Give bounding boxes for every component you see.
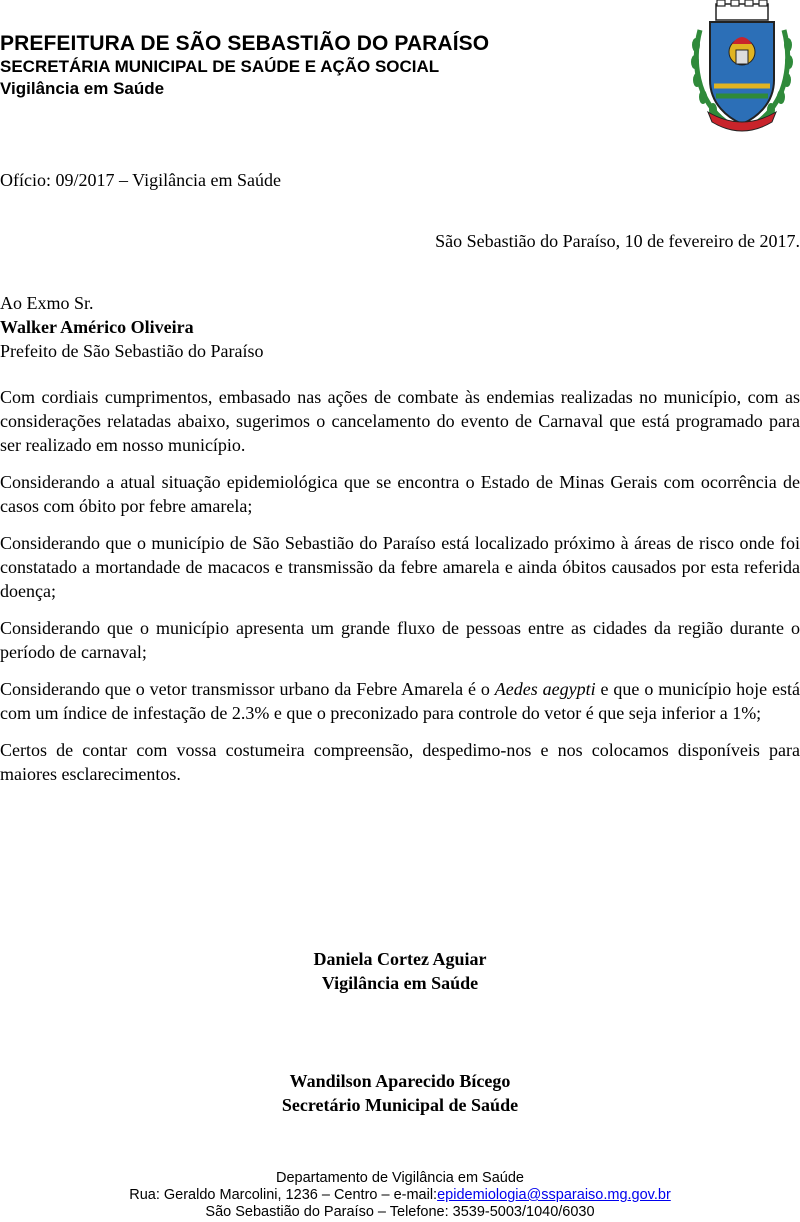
footer-department: Departamento de Vigilância em Saúde (275, 1170, 524, 1186)
body-paragraph: Considerando que o município de São Sebastião do Paraíso está localizado próximo à áreas de risco onde foi constatado a mortandade de macacos e transmissão da febre amarela e ainda óbitos causados por esta referida doença; (0, 533, 800, 601)
body-paragraph (0, 677, 800, 725)
signature-block (0, 1069, 800, 1117)
signatory-name: Daniela Cortez Aguiar (313, 949, 487, 969)
letterhead-department: Vigilância em Saúde (0, 79, 165, 98)
oficio-reference: Ofício: 09/2017 – Vigilância em Saúde (0, 170, 282, 190)
coat-of-arms-icon (686, 0, 798, 132)
body-paragraph: Com cordiais cumprimentos, embasado nas ações de combate às endemias realizadas no município, com as considerações relatadas abaixo, sugerimos o cancelamento do evento de Carnaval que está programado para ser realizado em nosso município. (0, 387, 800, 455)
paragraph-text: e que o município hoje está com um índice de infestação de 2.3% e que o preconizado para controle do vetor é que seja inferior a 1%; (0, 679, 800, 723)
footer-address (0, 1187, 800, 1204)
addressee-title: Prefeito de São Sebastião do Paraíso (0, 341, 264, 361)
paragraph-text: Considerando que o vetor transmissor urbano da Febre Amarela é o (0, 679, 495, 699)
signature-block (0, 947, 800, 995)
closing-paragraph: Certos de contar com vossa costumeira compreensão, despedimo-nos e nos colocamos disponíveis para maiores esclarecimentos. (0, 740, 800, 784)
species-name: Aedes aegypti (494, 679, 596, 699)
letter-body (0, 385, 800, 799)
signatory-role: Secretário Municipal de Saúde (281, 1095, 519, 1115)
addressee-salutation: Ao Exmo Sr. (0, 293, 94, 313)
body-paragraph: Considerando que o município apresenta um grande fluxo de pessoas entre as cidades da região durante o período de carnaval; (0, 618, 800, 662)
addressee-block (0, 291, 263, 363)
signatory-name: Wandilson Aparecido Bícego (289, 1071, 511, 1091)
letterhead-secretariat: SECRETÁRIA MUNICIPAL DE SAÚDE E AÇÃO SOCIAL (0, 57, 440, 76)
addressee-name: Walker Américo Oliveira (0, 317, 194, 337)
body-paragraph: Considerando a atual situação epidemiológica que se encontra o Estado de Minas Gerais com ocorrência de casos com óbito por febre amarela; (0, 472, 800, 516)
signatory-role: Vigilância em Saúde (321, 973, 479, 993)
letter-date: São Sebastião do Paraíso, 10 de fevereiro de 2017. (435, 231, 800, 251)
page-footer (0, 1170, 800, 1221)
letterhead (0, 32, 660, 100)
footer-phone: São Sebastião do Paraíso – Telefone: 3539-5003/1040/6030 (205, 1204, 595, 1220)
email-link[interactable]: epidemiologia@ssparaiso.mg.gov.br (437, 1187, 671, 1203)
footer-address-text: Rua: Geraldo Marcolini, 1236 – Centro – e-mail: (129, 1187, 438, 1203)
letterhead-municipality: PREFEITURA DE SÃO SEBASTIÃO DO PARAÍSO (0, 32, 490, 55)
